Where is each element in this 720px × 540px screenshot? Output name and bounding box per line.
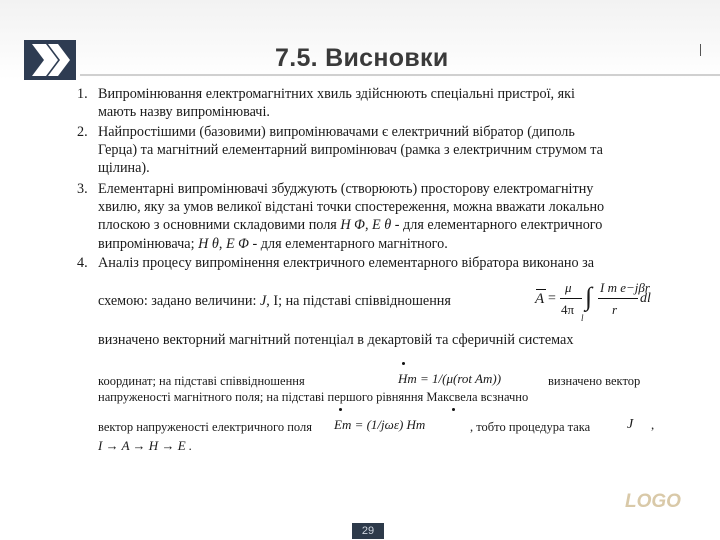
formula-a-den: r: [612, 302, 618, 317]
item-3-sep-2: ,: [218, 236, 226, 252]
formula-a-eq: =: [548, 291, 556, 306]
e-theta-symbol: E θ: [372, 217, 392, 233]
item-3-line-4-text: випромінювача;: [98, 236, 195, 252]
formula-a-lhs: A: [535, 291, 545, 307]
title-tick: [700, 44, 701, 56]
scheme-prefix: схемою: задано величини:: [98, 293, 257, 309]
formula-h: Hm = 1/(μ(rot Am)): [398, 371, 502, 386]
item-1-line-2: мають назву випромінювачі.: [98, 104, 270, 120]
item-2-line-3: щілина).: [98, 160, 150, 176]
formula-h-dot: [402, 362, 405, 365]
j-symbol: J: [259, 293, 267, 309]
integral-icon: ∫: [585, 282, 593, 311]
item-2-line-2: Герца) та магнітний елементарний випромінювач (рамка з електричним струмом та: [98, 142, 603, 158]
item-3-line-2: хвилю, яку за умов великої відстані точки спостереження, можна вважати локально: [98, 199, 605, 215]
h-theta-symbol: H θ: [198, 236, 219, 252]
item-3-line-3-tail: - для елементарного електричного: [391, 217, 603, 233]
scheme-line: [98, 292, 451, 310]
j-symbol-2: J: [627, 417, 634, 432]
logo: LOGO: [625, 491, 681, 512]
item-4-line-1: Аналіз процесу випромінення електричного елементарного вібратора виконано за: [98, 255, 595, 271]
coords-suffix: визначено вектор: [548, 374, 641, 388]
e-phi-symbol: E Φ: [225, 236, 249, 252]
e-line-comma: ,: [651, 417, 655, 432]
coords-prefix: координат; на підставі співвідношення: [98, 374, 305, 388]
slide-title: 7.5. Висновки: [275, 44, 449, 72]
vector-potential-line: визначено векторний магнітний потенціал в декартовій та сферичній системах: [98, 332, 574, 348]
h-phi-symbol: H Φ: [340, 217, 365, 233]
item-4-number: 4.: [77, 255, 88, 271]
title-divider: [80, 74, 720, 76]
item-3-line-3: [98, 216, 602, 234]
item-2-line-1: Найпростішими (базовими) випромінювачами є електричний вібратор (диполь: [98, 124, 575, 140]
item-1-number: 1.: [77, 86, 88, 102]
formula-e-dot: [339, 408, 342, 411]
item-3-line-4-tail: - для елементарного магнітного.: [248, 236, 448, 252]
item-3-line-4: [98, 235, 448, 253]
e-line-prefix: вектор напруженості електричного поля: [98, 420, 312, 434]
double-chevron-icon: [24, 38, 76, 82]
item-3-line-1: Елементарні випромінювачі збуджують (створюють) просторову електромагнітну: [98, 181, 594, 197]
formula-e-dot-2: [452, 408, 455, 411]
formula-a-l: l: [581, 313, 584, 323]
item-3-sep-1: ,: [364, 217, 373, 233]
procedure-chain: I → A → H → E .: [98, 438, 193, 453]
formula-a-fraction-bar: [560, 298, 582, 299]
formula-a-4pi: 4π: [561, 302, 575, 317]
formula-a-mu: μ: [565, 280, 572, 295]
page-number: 29: [352, 523, 384, 539]
item-3-line-3-text: плоскою з основними складовими поля: [98, 217, 337, 233]
item-1-line-1: Випромінювання електромагнітних хвиль здійснюють спеціальні пристрої, які: [98, 86, 575, 102]
formula-a-arrow: [536, 289, 546, 290]
scheme-mid: , I; на підставі співвідношення: [266, 293, 451, 309]
strength-line: напруженості магнітного поля; на підставі першого рівняння Максвела всзначно: [98, 390, 529, 404]
formula-a-num: I m e−jβr: [600, 280, 650, 295]
formula-a-fraction-bar-2: [598, 298, 638, 299]
formula-e: Em = (1/jωε) Hm: [334, 417, 426, 432]
e-line-suffix: , тобто процедура така: [470, 420, 591, 434]
formula-a-dl: dl: [640, 291, 651, 306]
item-3-number: 3.: [77, 181, 88, 197]
item-2-number: 2.: [77, 124, 88, 140]
